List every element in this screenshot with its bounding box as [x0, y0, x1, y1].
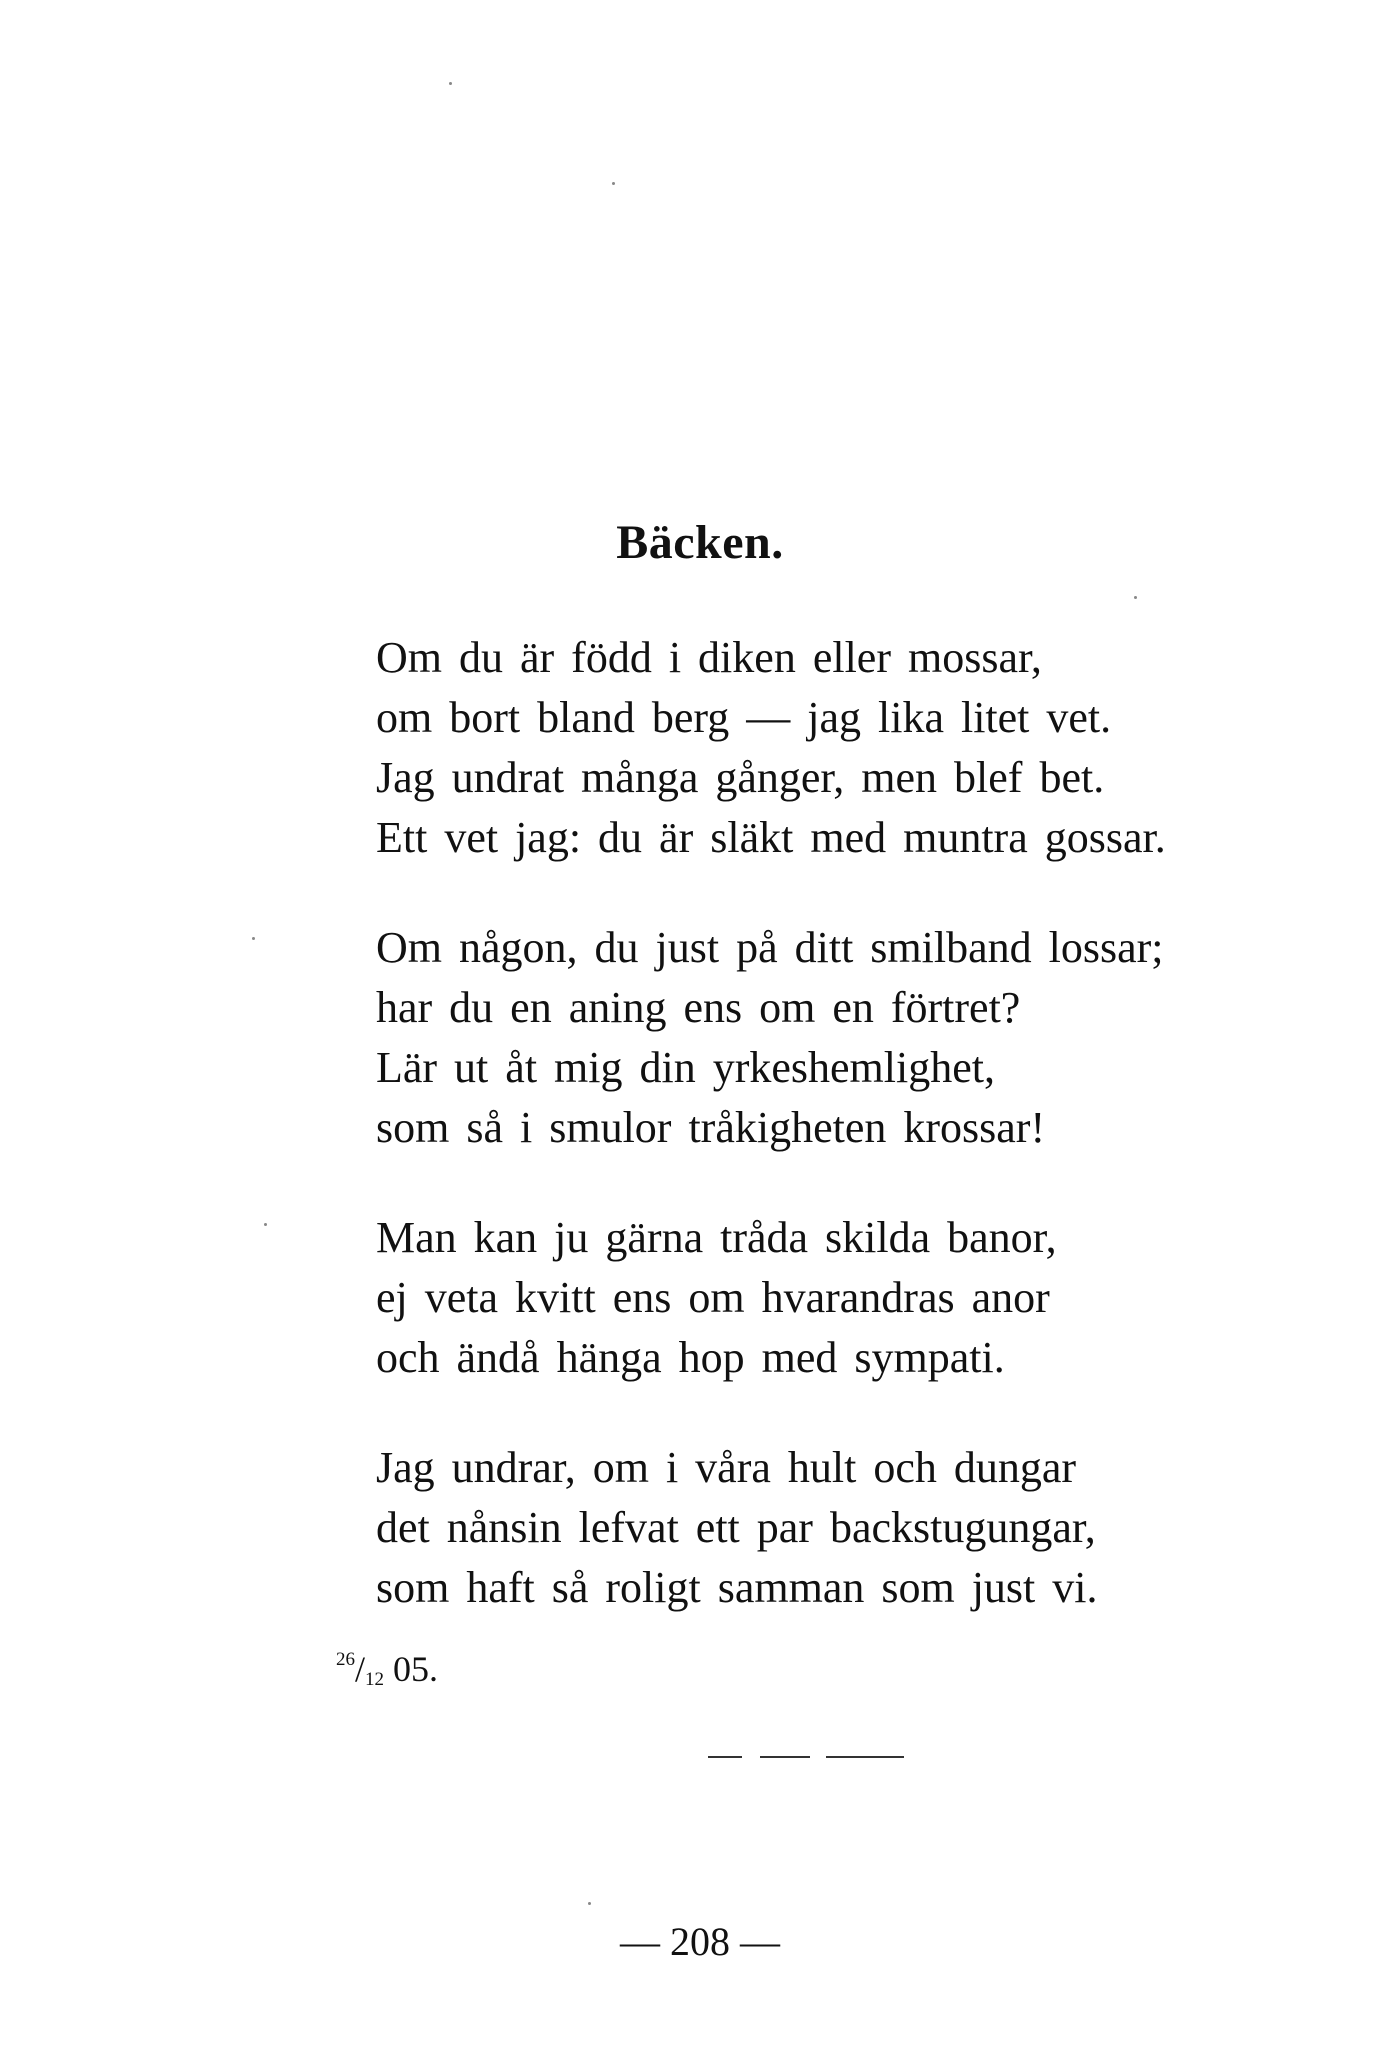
print-speck: [264, 1223, 267, 1226]
stanza: [376, 918, 1166, 1158]
stanza: [376, 1438, 1166, 1618]
date-month: 12: [365, 1669, 385, 1690]
date-year: 05.: [393, 1649, 439, 1689]
verse-line: om bort bland berg — jag lika litet vet.: [376, 693, 1112, 742]
verse-line: som haft så roligt samman som just vi.: [376, 1563, 1098, 1612]
verse-line: Man kan ju gärna tråda skilda banor,: [376, 1213, 1057, 1262]
verse-line: Jag undrar, om i våra hult och dungar: [376, 1443, 1077, 1492]
verse-line: Ett vet jag: du är släkt med muntra gossar.: [376, 813, 1166, 862]
print-speck: [588, 1902, 591, 1905]
print-speck: [449, 82, 452, 85]
date-day: 26: [336, 1649, 355, 1670]
stanza: [376, 628, 1166, 868]
section-divider: [826, 1756, 904, 1758]
page-number: — 208 —: [620, 1919, 780, 1964]
date-signature: $^{26}/_{12}$ 05.: [336, 1649, 439, 1690]
verse-line: har du en aning ens om en förtret?: [376, 983, 1021, 1032]
verse-line: som så i smulor tråkigheten krossar!: [376, 1103, 1046, 1152]
verse-line: Om någon, du just på ditt smilband lossar;: [376, 923, 1164, 972]
verse-line: det nånsin lefvat ett par backstugungar,: [376, 1503, 1096, 1552]
verse-line: och ändå hänga hop med sympati.: [376, 1333, 1005, 1382]
poem-title: Bäcken.: [616, 516, 784, 569]
verse-line: ej veta kvitt ens om hvarandras anor: [376, 1273, 1050, 1322]
stanza: [376, 1208, 1166, 1388]
print-speck: [1134, 596, 1137, 599]
verse-line: Om du är född i diken eller mossar,: [376, 633, 1042, 682]
print-speck: [612, 182, 615, 185]
verse-line: Lär ut åt mig din yrkeshemlighet,: [376, 1043, 995, 1092]
print-speck: [252, 937, 255, 940]
section-divider: [760, 1756, 810, 1758]
verse-line: Jag undrat många gånger, men blef bet.: [376, 753, 1105, 802]
poem-body: [376, 628, 1166, 1618]
section-divider: [708, 1756, 742, 1758]
